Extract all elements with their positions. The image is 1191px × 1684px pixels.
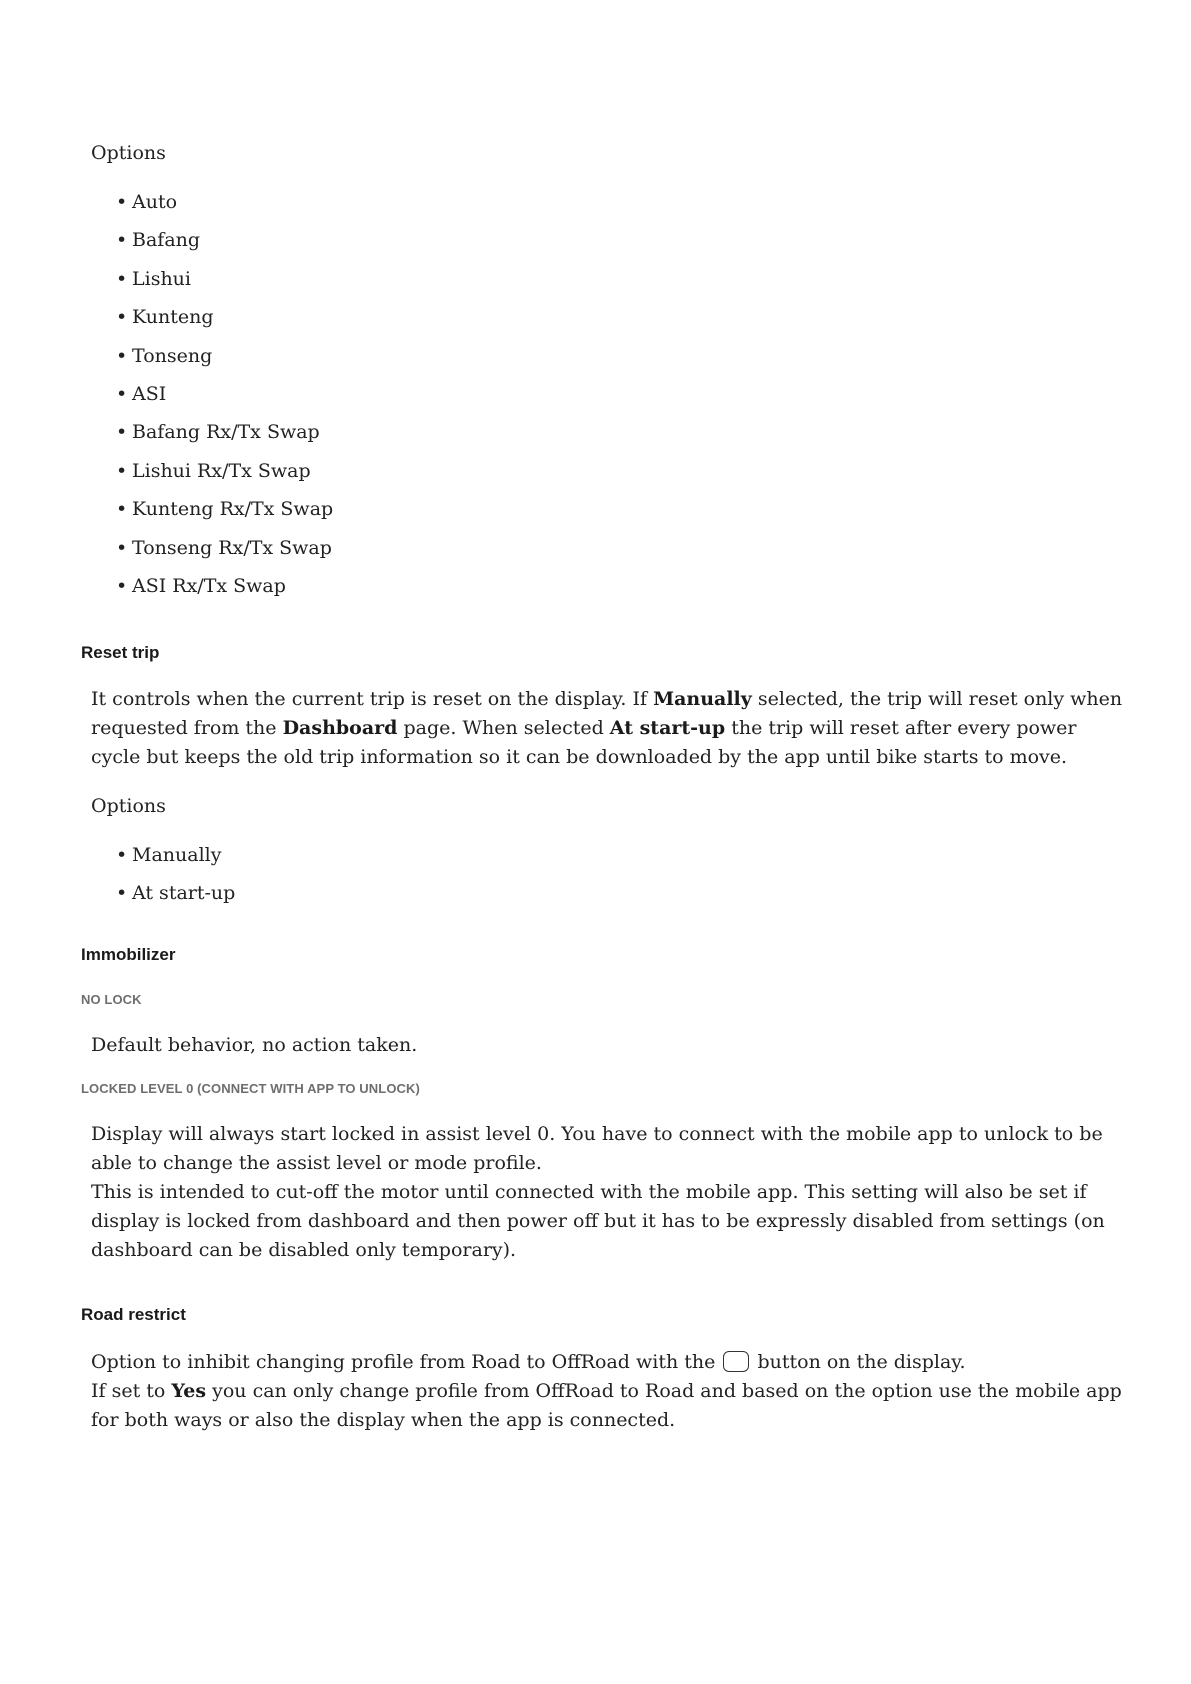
list-item: • Bafang Rx/Tx Swap — [116, 421, 320, 444]
list-item: • ASI Rx/Tx Swap — [116, 574, 286, 597]
list-item: • Tonseng — [116, 344, 213, 367]
locked-level-heading: LOCKED LEVEL 0 (CONNECT WITH APP TO UNLOCK) — [81, 1081, 420, 1096]
list-item: • Tonseng Rx/Tx Swap — [116, 536, 332, 559]
reset-trip-options-list — [116, 841, 235, 918]
reset-trip-heading: Reset trip — [81, 643, 160, 662]
display-button-icon — [723, 1351, 749, 1372]
no-lock-description: Default behavior, no action taken. — [91, 1034, 418, 1056]
immobilizer-heading: Immobilizer — [81, 945, 176, 964]
list-item: • Auto — [116, 191, 178, 213]
list-item: • Kunteng Rx/Tx Swap — [116, 498, 334, 521]
road-restrict-description: Option to inhibit changing profile from Road to OffRoad with the button on the display. If set to Yes you can only change profile from OffRoad to Road and based on the option use the mobile app for both ways or also the display when the app is connected. — [91, 1351, 1122, 1431]
reset-trip-description: It controls when the current trip is reset on the display. If Manually selected, the trip will reset only when requested from the Dashboard page. When selected At start-up the trip will reset after every power cycle but keeps the old trip information so it can be downloaded by the app until bike starts to move. — [91, 688, 1123, 768]
locked-level-description: Display will always start locked in assist level 0. You have to connect with the mobile app to unlock to be able to change the assist level or mode profile. This is intended to cut-off the motor until connected with the mobile app. This setting will also be set if display is locked from dashboard and then power off but it has to be expressly disabled from settings (on dashboard can be disabled only temporary). — [91, 1123, 1105, 1261]
no-lock-heading: NO LOCK — [81, 992, 142, 1007]
list-item: • At start-up — [116, 882, 236, 905]
reset-trip-options-label: Options — [91, 795, 166, 817]
list-item: • Lishui Rx/Tx Swap — [116, 459, 311, 482]
options-label: Options — [91, 142, 166, 164]
list-item: • Lishui — [116, 267, 191, 290]
list-item: • Kunteng — [116, 306, 214, 329]
list-item: • Bafang — [116, 229, 201, 252]
list-item: • Manually — [116, 844, 222, 866]
protocol-options-list — [116, 188, 333, 610]
list-item: • ASI — [116, 382, 167, 405]
road-restrict-heading: Road restrict — [81, 1305, 186, 1324]
